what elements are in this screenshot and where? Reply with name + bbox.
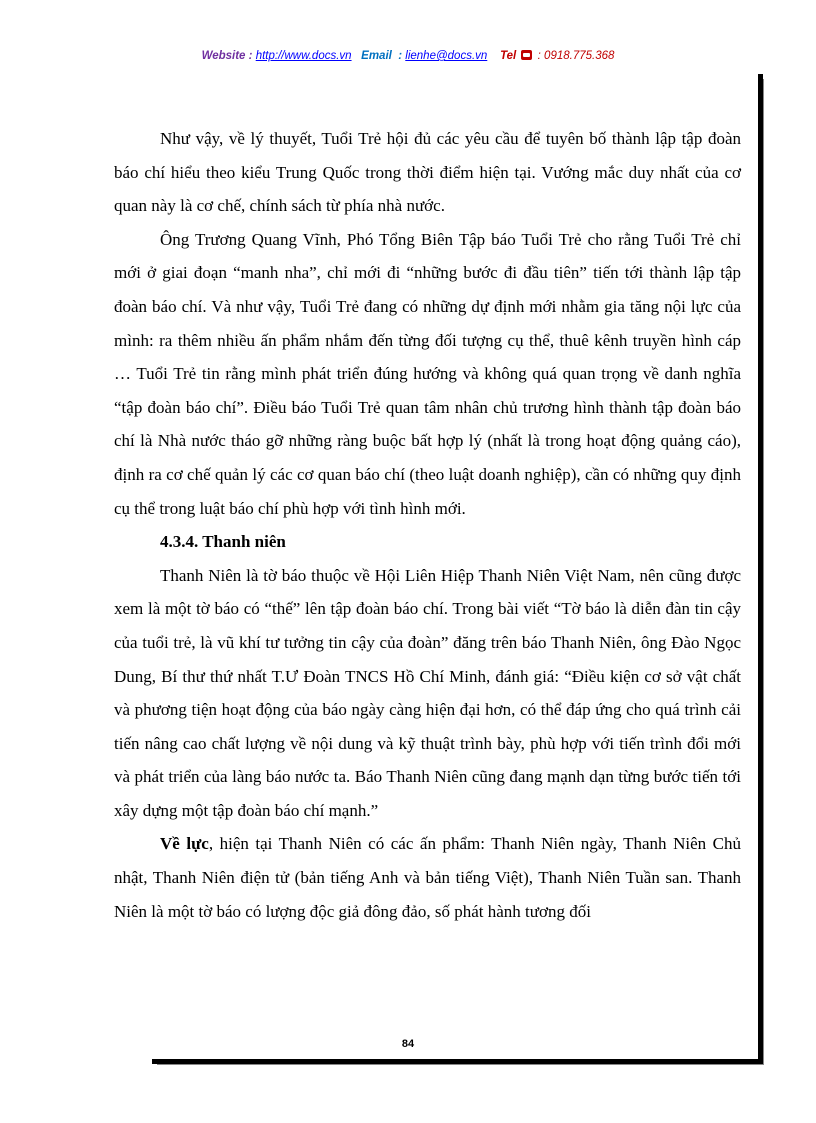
page-header <box>0 50 816 62</box>
paragraph-4 <box>114 827 741 928</box>
website-link[interactable]: http://www.docs.vn <box>255 50 352 62</box>
page-number: 84 <box>401 1038 415 1050</box>
phone-icon <box>521 50 532 60</box>
section-heading: 4.3.4. Thanh niên <box>160 532 286 552</box>
tel-number: : 0918.775.368 <box>537 50 615 62</box>
paragraph-4-text: , hiện tại Thanh Niên có các ấn phẩm: Thanh Niên ngày, Thanh Niên Chủ nhật, Thanh Niên điện tử (bản tiếng Anh và bản tiếng Việt), Thanh Niên Tuần san. Thanh Niên là một tờ báo có lượng độc giả đông đảo, số phát hành tương đối <box>114 834 741 921</box>
paragraph-3: Thanh Niên là tờ báo thuộc về Hội Liên Hiệp Thanh Niên Việt Nam, nên cũng được xem là một tờ báo có “thế” lên tập đoàn báo chí. Trong bài viết “Tờ báo là diễn đàn tin cậy của tuổi trẻ, là vũ khí tư tưởng tin cậy của đoàn” đăng trên báo Thanh Niên, ông Đào Ngọc Dung, Bí thư thứ nhất T.Ư Đoàn TNCS Hồ Chí Minh, đánh giá: “Điều kiện cơ sở vật chất và phương tiện hoạt động của báo ngày càng hiện đại hơn, có thể đáp ứng cho quá trình cải tiến nâng cao chất lượng về nội dung và kỹ thuật trình bày, phù hợp với tiến trình đổi mới và phát triển của làng báo nước ta. Báo Thanh Niên cũng đang mạnh dạn từng bước tiến tới xây dựng một tập đoàn báo chí mạnh.” <box>114 565 741 820</box>
document-body <box>114 122 741 928</box>
paragraph-2: Ông Trương Quang Vĩnh, Phó Tổng Biên Tập báo Tuổi Trẻ cho rằng Tuổi Trẻ chỉ mới ở giai đoạn “manh nha”, chỉ mới đi “những bước đi đầu tiên” tiến tới thành lập tập đoàn báo chí. Và như vậy, Tuổi Trẻ đang có những dự định mới nhằm gia tăng nội lực của mình: ra thêm nhiều ấn phẩm nhắm đến từng đối tượng cụ thể, thuê kênh truyền hình cáp … Tuổi Trẻ tin rằng mình phát triển đúng hướng và không quá quan trọng về danh nghĩa “tập đoàn báo chí”. Điều báo Tuổi Trẻ quan tâm nhân chủ trương hình thành tập đoàn báo chí là Nhà nước tháo gỡ những ràng buộc bất hợp lý (nhất là trong hoạt động quảng cáo), định ra cơ chế quản lý các cơ quan báo chí (theo luật doanh nghiệp), cần có những quy định cụ thể trong luật báo chí phù hợp với tình hình mới. <box>114 229 741 518</box>
paragraph-4-bold-lead: Về lực <box>160 834 209 854</box>
email-label: Email <box>361 50 392 62</box>
email-separator: : <box>398 50 403 62</box>
email-link[interactable]: lienhe@docs.vn <box>405 50 488 62</box>
paragraph-1: Như vậy, về lý thuyết, Tuổi Trẻ hội đủ các yêu cầu để tuyên bố thành lập tập đoàn báo chí hiểu theo kiểu Trung Quốc trong thời điểm hiện tại. Vướng mắc duy nhất của cơ quan này là cơ chế, chính sách từ phía nhà nước. <box>114 129 741 216</box>
website-label: Website : <box>201 50 253 62</box>
tel-label: Tel <box>500 50 517 62</box>
